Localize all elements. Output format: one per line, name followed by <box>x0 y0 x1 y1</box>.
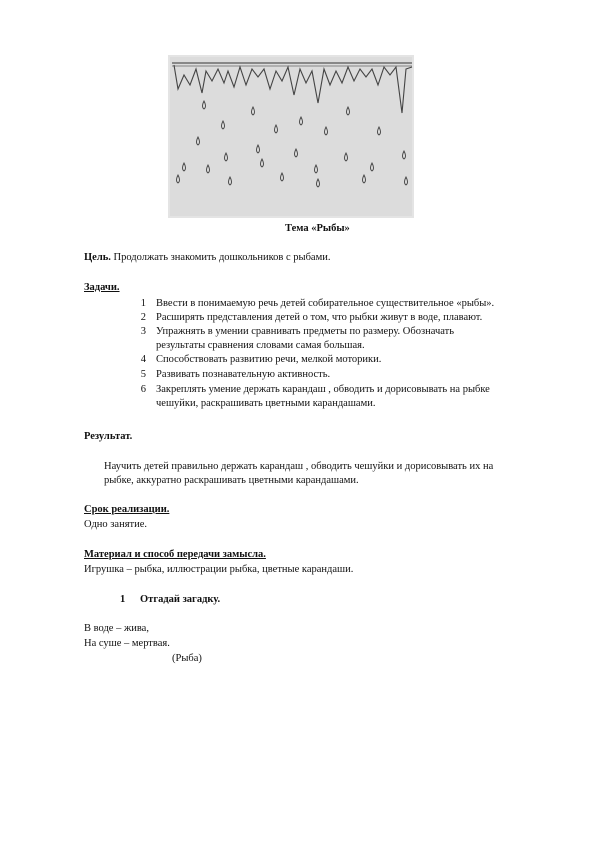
material-heading: Материал и способ передачи замысла. <box>84 549 266 560</box>
riddle-step-text: Отгадай загадку. <box>140 594 221 605</box>
goal-text: Продолжать знакомить дошкольников с рыбами. <box>110 252 331 263</box>
list-item-text: Ввести в понимаемую речь детей собирательное существительное «рыбы». <box>156 298 495 309</box>
riddle-answer: (Рыба) <box>172 653 202 664</box>
list-item-number: 3 <box>140 326 146 337</box>
result-text-line: Научить детей правильно держать карандаш , обводить чешуйки и дорисовывать их на <box>104 461 494 472</box>
material-text: Игрушка – рыбка, иллюстрации рыбка, цветные карандаши. <box>84 564 354 575</box>
list-item-text: Упражнять в умении сравнивать предметы по размеру. Обозначать <box>156 326 455 337</box>
term-text: Одно занятие. <box>84 519 148 530</box>
list-item-number: 2 <box>140 312 146 323</box>
image-caption: Тема «Рыбы» <box>285 223 350 234</box>
result-text-line: рыбке, аккуратно раскрашивать цветными карандашами. <box>104 475 359 486</box>
list-item-number: 1 <box>140 298 146 309</box>
list-item-text: результаты сравнения словами самая большая. <box>156 340 365 351</box>
term-heading: Срок реализации. <box>84 504 170 515</box>
riddle-line: На суше – мертвая. <box>84 638 170 649</box>
goal-label: Цель. <box>84 252 111 263</box>
rain-drawing-icon <box>168 55 414 218</box>
list-item-text: Закреплять умение держать карандаш , обводить и дорисовывать на рыбке <box>156 384 490 395</box>
list-item-text: Способствовать развитию речи, мелкой моторики. <box>156 354 382 365</box>
riddle-step <box>120 593 221 606</box>
list-item-number: 5 <box>140 369 146 380</box>
list-item-text: Развивать познавательную активность. <box>156 369 331 380</box>
goal-paragraph <box>84 251 330 264</box>
list-item-number: 6 <box>140 384 146 395</box>
result-heading: Результат. <box>84 431 133 442</box>
riddle-step-number: 1 <box>120 594 126 605</box>
tasks-heading: Задачи. <box>84 282 120 293</box>
list-item-number: 4 <box>140 354 146 365</box>
riddle-line: В воде – жива, <box>84 623 149 634</box>
list-item-text: Расширять представления детей о том, что рыбки живут в воде, плавают. <box>156 312 483 323</box>
list-item-text: чешуйки, раскрашивать цветными карандашами. <box>156 398 376 409</box>
